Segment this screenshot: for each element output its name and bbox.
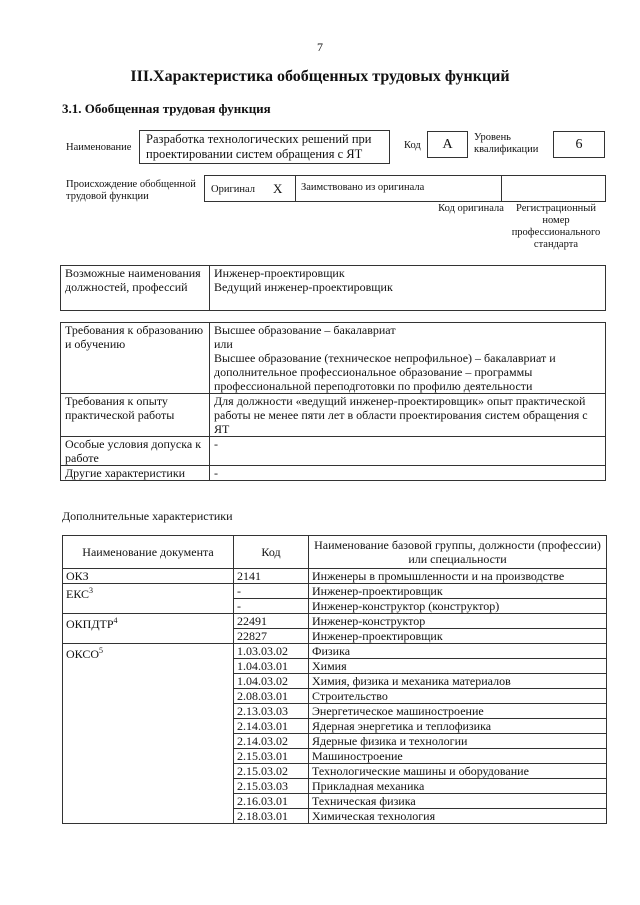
other-characteristics-value: - — [210, 466, 606, 481]
education-label: Требования к образованию и обучению — [61, 323, 210, 394]
positions-values — [210, 266, 606, 311]
header-code: Код — [234, 536, 309, 569]
level-value: 6 — [553, 131, 605, 158]
doc-cell — [63, 584, 234, 614]
education-line: Высшее образование (техническое непрофильное) – бакалавриат и дополнительное профессиональное образование – программы профессиональной переподготовки по профилю деятельности — [214, 351, 556, 393]
name-cell: Ядерные физика и технологии — [309, 734, 607, 749]
additional-title: Дополнительные характеристики — [62, 509, 233, 523]
doc-cell — [63, 614, 234, 644]
code-cell: 2.18.03.01 — [234, 809, 309, 824]
code-value: А — [427, 131, 468, 158]
header-name: Наименование базовой группы, должности (профессии) или специальности — [309, 536, 607, 569]
original-mark: X — [273, 181, 283, 196]
code-cell: 2.14.03.02 — [234, 734, 309, 749]
level-label: Уровень квалификации — [474, 132, 539, 155]
code-original-caption: Код оригинала — [438, 203, 504, 214]
code-cell: 2.14.03.01 — [234, 719, 309, 734]
doc-name: ОКСО — [66, 647, 100, 661]
footnote-mark: 4 — [113, 616, 118, 625]
education-line: или — [214, 337, 233, 351]
name-cell: Инженеры в промышленности и на производстве — [309, 569, 607, 584]
requirements-table — [60, 322, 606, 481]
positions-table — [60, 265, 606, 311]
subsection-title: 3.1. Обобщенная трудовая функция — [62, 101, 271, 116]
special-conditions-label: Особые условия допуска к работе — [61, 437, 210, 466]
code-cell: - — [234, 584, 309, 599]
doc-name: ОКПДТР — [66, 617, 114, 631]
origin-label: Происхождение обобщенной трудовой функции — [66, 179, 196, 202]
function-name: Разработка технологических решений при проектировании систем обращения с ЯТ — [139, 130, 390, 164]
name-cell: Ядерная энергетика и теплофизика — [309, 719, 607, 734]
table-row — [63, 644, 607, 659]
other-characteristics-label: Другие характеристики — [61, 466, 210, 481]
education-value — [210, 323, 606, 394]
name-cell: Инженер-конструктор (конструктор) — [309, 599, 607, 614]
code-cell: 2.15.03.02 — [234, 764, 309, 779]
code-cell: 2.16.03.01 — [234, 794, 309, 809]
footnote-mark: 5 — [99, 646, 104, 655]
name-label: Наименование — [66, 142, 132, 153]
footnote-mark: 3 — [89, 586, 94, 595]
name-cell: Химия — [309, 659, 607, 674]
name-cell: Прикладная механика — [309, 779, 607, 794]
name-cell: Инженер-проектировщик — [309, 584, 607, 599]
code-cell: 2.15.03.01 — [234, 749, 309, 764]
borrowed-label: Заимствовано из оригинала — [301, 182, 425, 193]
code-cell: 1.04.03.01 — [234, 659, 309, 674]
name-cell: Инженер-конструктор — [309, 614, 607, 629]
name-cell: Химическая технология — [309, 809, 607, 824]
name-cell: Физика — [309, 644, 607, 659]
name-cell: Технологические машины и оборудование — [309, 764, 607, 779]
name-cell: Инженер-проектировщик — [309, 629, 607, 644]
divider — [501, 176, 502, 201]
name-cell: Химия, физика и механика материалов — [309, 674, 607, 689]
name-cell: Энергетическое машиностроение — [309, 704, 607, 719]
position-item: Инженер-проектировщик — [214, 266, 345, 280]
code-cell: 2.15.03.03 — [234, 779, 309, 794]
experience-value: Для должности «ведущий инженер-проектировщик» опыт практической работы не менее пяти лет в области проектирования систем обращения с ЯТ — [210, 394, 606, 437]
page-number: 7 — [317, 40, 323, 54]
code-cell: - — [234, 599, 309, 614]
table-row — [63, 584, 607, 599]
reg-number-caption: Регистрационный номер профессионального стандарта — [511, 203, 601, 250]
code-cell: 2141 — [234, 569, 309, 584]
doc-name: ЕКС — [66, 587, 90, 601]
origin-row — [204, 175, 606, 202]
code-cell: 1.03.03.02 — [234, 644, 309, 659]
divider — [295, 176, 296, 201]
table-row — [63, 569, 607, 584]
code-cell: 2.08.03.01 — [234, 689, 309, 704]
header-doc: Наименование документа — [63, 536, 234, 569]
name-cell: Строительство — [309, 689, 607, 704]
original-label: Оригинал — [211, 184, 255, 195]
special-conditions-value: - — [210, 437, 606, 466]
doc-name: ОКЗ — [66, 569, 89, 583]
name-cell: Машиностроение — [309, 749, 607, 764]
name-cell: Техническая физика — [309, 794, 607, 809]
experience-label: Требования к опыту практической работы — [61, 394, 210, 437]
position-item: Ведущий инженер-проектировщик — [214, 280, 393, 294]
code-cell: 22491 — [234, 614, 309, 629]
section-title: III.Характеристика обобщенных трудовых функций — [130, 68, 510, 85]
code-cell: 22827 — [234, 629, 309, 644]
additional-table — [62, 535, 607, 824]
doc-cell — [63, 569, 234, 584]
code-cell: 2.13.03.03 — [234, 704, 309, 719]
positions-label: Возможные наименования должностей, профессий — [61, 266, 210, 311]
table-row — [63, 614, 607, 629]
education-line: Высшее образование – бакалавриат — [214, 323, 396, 337]
doc-cell — [63, 644, 234, 824]
code-cell: 1.04.03.02 — [234, 674, 309, 689]
code-label: Код — [404, 140, 421, 151]
